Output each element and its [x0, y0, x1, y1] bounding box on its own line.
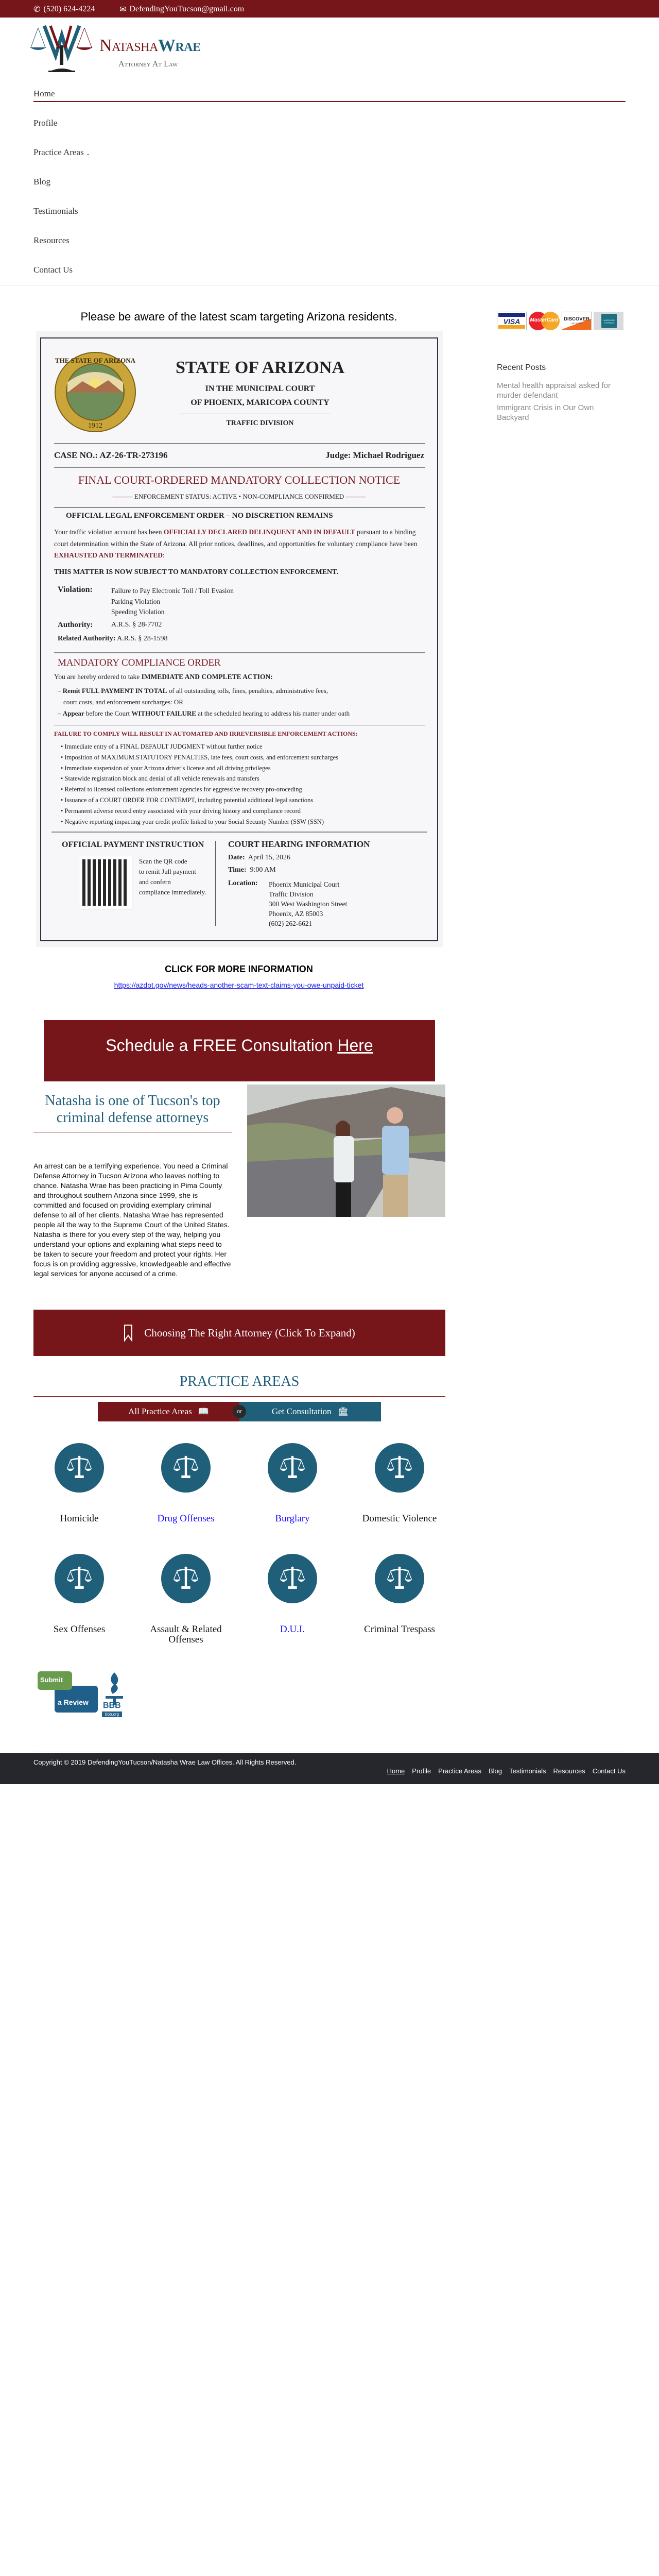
violation-label: Violation: [58, 585, 93, 594]
delinquency-paragraph: Your traffic violation account has been OFFICIALLY DECLARED DELINQUENT AND IN DEFAULT pursuant to a binding court determination within the State of Arizona. All prior notices, deadlines, and opportunities for voluntary compliance have been EXHAUSTED AND TERMINATED: [54, 528, 418, 559]
enforcement-actions-list: • Immediate entry of a FINAL DEFAULT JUDGMENT without further notice • Imposition of MAXIMUM.STATUTORY PENALTIES, late fees, court costs, and enforcement surcharges • Immediate suspension of your Arizona driver's license and all driving privileges • Statewide registration block and denial of all vehicle renewals and transfers • Referral to licensed collections enforcement agencies for eggressive recovery pro-oroceding • Issuance of a COURT ORDER FOR CONTEMPT, including potential additional legal sanctions • Permanent adverse record entry associated with your driving history and compliance record • Negative reporting impacting your credit profile linked to your Social Secunty Number (SSW (SSN) [61, 741, 338, 827]
footer-nav-testimonials[interactable]: Testimonials [509, 1767, 546, 1775]
footer-nav-contact-us[interactable]: Contact Us [592, 1767, 626, 1775]
notice-title: STATE OF ARIZONA [175, 358, 345, 377]
all-practice-areas-button[interactable]: All Practice Areas 📖 [98, 1402, 239, 1421]
footer-nav [387, 1767, 626, 1775]
bbb-review-badge[interactable] [36, 1669, 129, 1721]
scales-logo-icon [30, 25, 94, 74]
scales-icon [386, 1454, 413, 1481]
nav-home[interactable]: Home [33, 89, 55, 98]
nav-contact-us[interactable]: Contact Us [33, 265, 73, 275]
scam-notice-image [40, 337, 438, 941]
or-divider: or [233, 1405, 246, 1418]
recent-post-link[interactable]: Immigrant Crisis in Our Own Backyard [497, 403, 594, 422]
divider [51, 832, 427, 833]
about-paragraph: An arrest can be a terrifying experience. You need a Criminal Defense Attorney in Tucson Arizona who leaves nothing to chance. Natasha Wrae has been practicing in Pima County and throughout southern Arizona since 1999, she is committed and focused on providing exemplary criminal defense to all of her clients. Natasha Wrae has represented people all the way to the Supreme Court of the United States. Natasha is there for you every step of the way, helping you understand your options and explaining what steps need to be taken to secure your freedom and protect your rights. Her focus is on providing aggressive, knowledgeable and effective legal services for anyone accused of a crime. [33, 1162, 231, 1278]
nav-testimonials[interactable]: Testimonials [33, 206, 78, 216]
practice-area-sex-offenses[interactable]: Sex Offenses [28, 1554, 131, 1635]
footer-nav-profile[interactable]: Profile [412, 1767, 431, 1775]
practice-area-homicide[interactable]: Homicide [28, 1443, 131, 1524]
nav-practice-areas[interactable]: Practice Areas ⌄ [33, 147, 91, 157]
case-number: CASE NO.: AZ-26-TR-273196 [54, 450, 168, 460]
email-link[interactable] [119, 4, 244, 14]
get-consultation-button[interactable]: Get Consultation 🏛 [239, 1402, 381, 1421]
notice-heading: FINAL COURT-ORDERED MANDATORY COLLECTION NOTICE [78, 473, 401, 486]
about-heading: Natasha is one of Tucson's top criminal defense attorneys [45, 1093, 220, 1126]
scales-icon [66, 1565, 93, 1592]
footer-nav-home[interactable]: Home [387, 1767, 405, 1775]
bbb-site: bbb.org [102, 1711, 122, 1717]
qr-code [79, 856, 132, 909]
location-label: Location: [228, 879, 258, 887]
phone-number: (520) 624-4224 [43, 5, 95, 13]
courthouse-icon: 🏛 [337, 1406, 349, 1416]
svg-text:1912: 1912 [88, 422, 102, 430]
compliance-options: – Remit FULL PAYMENT IN TOTAL of all outstanding tolls, fines, penalties, administrative fees, court costs, and enforcement surcharges: OR – Appear before the Court WITHOUT FAILURE at the scheduled hearing to address his matter under oath [58, 687, 350, 717]
divider [54, 652, 425, 653]
scales-icon [386, 1565, 413, 1592]
scales-icon [279, 1565, 306, 1592]
bookmark-icon [124, 1324, 133, 1342]
payment-heading: OFFICIAL PAYMENT INSTRUCTION [62, 840, 204, 849]
hereby-line: You are hereby ordered to take IMMEDIATE AND COMPLETE ACTION: [54, 673, 273, 681]
practice-area-drug-offenses[interactable]: Drug Offenses [134, 1443, 237, 1524]
divider [33, 1396, 445, 1397]
footer-nav-blog[interactable]: Blog [488, 1767, 502, 1775]
mastercard-icon: MasterCard [529, 312, 560, 330]
scales-icon [172, 1565, 199, 1592]
scales-icon [172, 1454, 199, 1481]
practice-area-criminal-trespass[interactable]: Criminal Trespass [348, 1554, 451, 1635]
failure-heading: FAILURE TO COMPLY WILL RESULT IN AUTOMATED AND IRREVERSIBLE ENFORCEMENT ACTIONS: [54, 730, 358, 737]
discover-card-icon: DISCOVER NETWORK [562, 312, 592, 330]
hearing-date: Date: April 15, 2026 [228, 854, 290, 861]
attorney-photo [247, 1084, 445, 1217]
practice-area-burglary[interactable]: Burglary [241, 1443, 344, 1524]
bbb-label: BBB [103, 1701, 121, 1710]
nav-resources[interactable]: Resources [33, 235, 70, 245]
related-authority: Related Authority: A.R.S. § 28-1598 [58, 635, 168, 642]
practice-area-domestic-violence[interactable]: Domestic Violence [348, 1443, 451, 1524]
divider [215, 841, 216, 926]
choosing-attorney-accordion[interactable] [33, 1310, 445, 1356]
enforcement-status: ——— ENFORCEMENT STATUS: ACTIVE • NON-COMPLIANCE CONFIRMED ——— [112, 493, 366, 500]
phone-icon: ✆ [33, 5, 41, 14]
submit-bubble: Submit [38, 1671, 72, 1690]
scam-warning-heading: Please be aware of the latest scam targeting Arizona residents. [80, 310, 397, 323]
nav-profile[interactable]: Profile [33, 118, 58, 128]
email-address: DefendingYouTucson@gmail.com [129, 5, 245, 13]
consultation-here-link[interactable]: Here [337, 1036, 373, 1055]
site-footer [0, 1753, 659, 1784]
scales-icon [66, 1454, 93, 1481]
review-bubble: a Review [55, 1686, 98, 1713]
recent-posts-heading: Recent Posts [497, 363, 546, 372]
book-icon: 📖 [198, 1406, 209, 1416]
envelope-icon: ✉ [119, 5, 127, 14]
practice-areas-heading: PRACTICE AREAS [179, 1374, 300, 1389]
visa-card-icon: VISA [497, 312, 527, 330]
footer-nav-resources[interactable]: Resources [553, 1767, 585, 1775]
divider [54, 467, 425, 468]
authority-value: A.R.S. § 28-7702 [111, 621, 162, 629]
hearing-location: Phoenix Municipal Court Traffic Division 300 West Washington Street Phoenix, AZ 85003 (602) 262-6621 [269, 880, 348, 927]
active-nav-underline [33, 101, 626, 102]
accordion-label: Choosing The Right Attorney (Click To Expand) [144, 1326, 355, 1339]
amex-card-icon: AMERICAN EXPRESS [594, 312, 623, 330]
payment-cards [497, 312, 623, 330]
scales-icon [279, 1454, 306, 1481]
notice-court-line: IN THE MUNICIPAL COURT [205, 384, 315, 393]
svg-text:THE STATE OF ARIZONA: THE STATE OF ARIZONA [55, 357, 136, 364]
phone-link[interactable] [33, 4, 95, 14]
compliance-heading: MANDATORY COMPLIANCE ORDER [58, 657, 221, 668]
top-contact-bar [0, 0, 659, 18]
azdot-scam-link[interactable]: https://azdot.gov/news/heads-another-scam-text-claims-you-owe-unpaid-ticket [114, 981, 364, 989]
practice-area-dui[interactable]: D.U.I. [241, 1554, 344, 1635]
judge-name: Judge: Michael Rodriguez [325, 450, 424, 460]
logo-name: NatashaWrae [99, 36, 201, 55]
scan-instructions: Scan the QR code to remit Jull payment and confern compliance immediately. [139, 857, 206, 896]
divider [54, 507, 425, 508]
more-info-heading: CLICK FOR MORE INFORMATION [165, 964, 313, 974]
violations-list: Failure to Pay Electronic Toll / Toll Evasion Parking Violation Speeding Violation [111, 587, 234, 616]
divider [54, 443, 425, 444]
hearing-time: Time: 9:00 AM [228, 866, 276, 874]
nav-blog[interactable]: Blog [33, 177, 51, 187]
authority-label: Authority: [58, 621, 93, 629]
notice-court-line: OF PHOENIX, MARICOPA COUNTY [190, 398, 330, 407]
site-logo[interactable] [30, 25, 215, 74]
hearing-heading: COURT HEARING INFORMATION [228, 839, 370, 849]
order-heading: OFFICIAL LEGAL ENFORCEMENT ORDER – NO DISCRETION REMAINS [66, 512, 333, 520]
copyright-text: Copyright © 2019 DefendingYouTucson/Natasha Wrae Law Offices. All Rights Reserved. [33, 1758, 297, 1766]
recent-post-link[interactable]: Mental health appraisal asked for murder defendant [497, 381, 611, 400]
matter-statement: THIS MATTER IS NOW SUBJECT TO MANDATORY COLLECTION ENFORCEMENT. [54, 568, 338, 576]
more-info-link-row [0, 981, 478, 989]
practice-area-assault[interactable]: Assault & Related Offenses [134, 1554, 237, 1645]
logo-tagline: Attorney At Law [118, 60, 178, 69]
footer-nav-practice-areas[interactable]: Practice Areas [438, 1767, 481, 1775]
chevron-down-icon: ⌄ [85, 151, 91, 157]
notice-division: TRAFFIC DIVISION [226, 419, 294, 427]
schedule-consultation-button[interactable]: Schedule a FREE Consultation Here [44, 1020, 435, 1081]
